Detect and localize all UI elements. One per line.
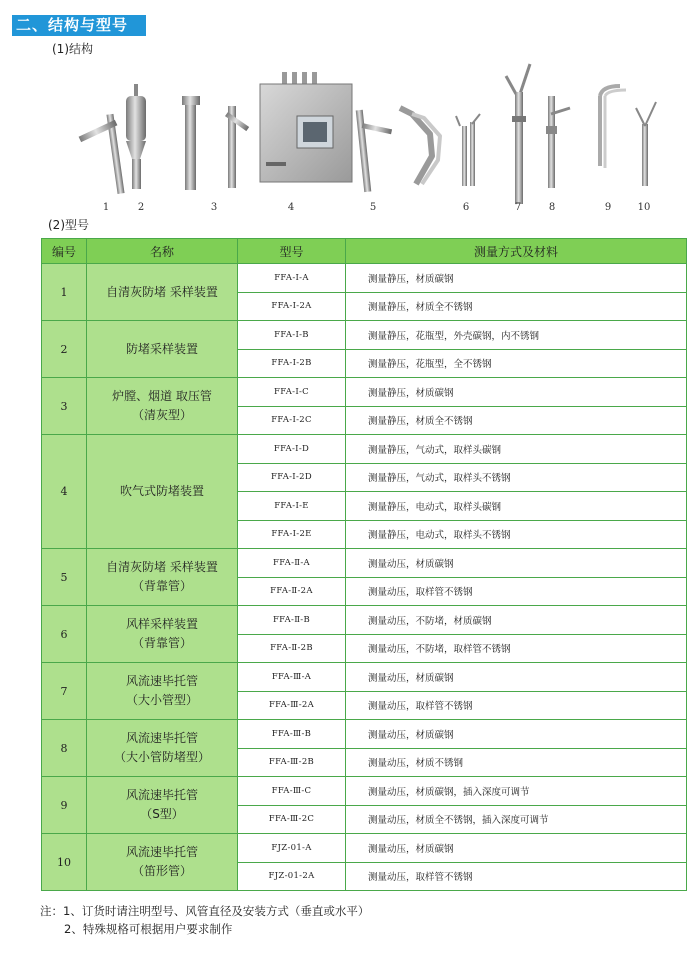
product-7-image [400, 108, 440, 184]
row-number: 9 [42, 777, 87, 834]
note-line-2: 2、特殊规格可根据用户要求制作 [64, 922, 233, 936]
model-code: FFA-Ⅰ-2E [238, 520, 346, 549]
model-code: FFA-Ⅰ-2A [238, 292, 346, 321]
table-row [42, 435, 687, 464]
measurement-method: 测量动压，不防堵，取样管不锈钢 [346, 634, 687, 663]
measurement-method: 测量静压，电动式，取样头不锈钢 [346, 520, 687, 549]
product-9-image [506, 64, 530, 204]
table-row [42, 834, 687, 863]
model-code: FFA-Ⅱ-B [238, 606, 346, 635]
product-name [87, 264, 238, 321]
product-name-line: 炉膛、烟道 取压管 [112, 389, 212, 403]
product-name-line: （笛形管） [131, 864, 192, 878]
product-6-image [356, 110, 392, 192]
table-row [42, 549, 687, 578]
row-number: 3 [42, 378, 87, 435]
figure-number-10: 10 [637, 202, 651, 213]
model-code: FFA-Ⅱ-2A [238, 577, 346, 606]
structure-label: (1)结构 [52, 42, 93, 56]
row-number: 7 [42, 663, 87, 720]
product-name-line: （大小管型） [125, 693, 198, 707]
measurement-method: 测量动压，材质碳钢 [346, 720, 687, 749]
model-code: FFA-Ⅰ-2C [238, 406, 346, 435]
product-name-line: 风流速毕托管 [125, 731, 198, 745]
measurement-method: 测量动压，不防堵，材质碳钢 [346, 606, 687, 635]
model-spec-table [41, 238, 687, 891]
figure-number-3: 3 [210, 202, 218, 213]
table-row [42, 378, 687, 407]
row-number: 8 [42, 720, 87, 777]
section-title: 二、结构与型号 [12, 15, 146, 36]
column-header-model: 型号 [238, 239, 346, 264]
row-number: 10 [42, 834, 87, 891]
measurement-method: 测量静压，花瓶型，全不锈钢 [346, 349, 687, 378]
product-3-image [182, 96, 200, 190]
product-name-line: 防堵采样装置 [125, 341, 198, 356]
row-number: 2 [42, 321, 87, 378]
product-1-image [79, 114, 125, 194]
row-number: 1 [42, 264, 87, 321]
model-code: FFA-Ⅱ-2B [238, 634, 346, 663]
model-code: FFA-Ⅰ-2B [238, 349, 346, 378]
row-number: 5 [42, 549, 87, 606]
figure-number-7: 7 [514, 202, 522, 213]
model-code: FFA-Ⅲ-2B [238, 748, 346, 777]
figure-number-9: 9 [604, 202, 612, 213]
product-name [87, 777, 238, 834]
row-number: 4 [42, 435, 87, 549]
table-row [42, 720, 687, 749]
measurement-method: 测量动压，材质碳钢 [346, 663, 687, 692]
model-code: FJZ-01-2A [238, 862, 346, 891]
measurement-method: 测量静压，材质全不锈钢 [346, 406, 687, 435]
product-name-line: 自清灰防堵 采样装置 [106, 560, 218, 574]
product-name [87, 435, 238, 549]
product-structure-figure [60, 56, 670, 216]
measurement-method: 测量动压，取样管不锈钢 [346, 577, 687, 606]
column-header-number: 编号 [42, 239, 87, 264]
measurement-method: 测量动压，取样管不锈钢 [346, 691, 687, 720]
measurement-method: 测量动压，材质全不锈钢，插入深度可调节 [346, 805, 687, 834]
product-8-image [456, 114, 480, 186]
model-code: FFA-Ⅰ-C [238, 378, 346, 407]
product-4-image [225, 106, 249, 188]
model-code: FJZ-01-A [238, 834, 346, 863]
measurement-method: 测量静压，气动式，取样头碳钢 [346, 435, 687, 464]
figure-number-2: 2 [137, 202, 145, 213]
product-name-line: 风样采样装置 [125, 617, 198, 631]
measurement-method: 测量动压，取样管不锈钢 [346, 862, 687, 891]
column-header-method: 测量方式及材料 [346, 239, 687, 264]
measurement-method: 测量动压，材质不锈钢 [346, 748, 687, 777]
product-10-image [546, 96, 570, 188]
product-5-image [260, 72, 352, 182]
product-name [87, 378, 238, 435]
model-code: FFA-Ⅰ-B [238, 321, 346, 350]
model-code: FFA-Ⅲ-A [238, 663, 346, 692]
figure-number-4: 4 [287, 202, 295, 213]
row-number: 6 [42, 606, 87, 663]
product-name [87, 549, 238, 606]
model-code: FFA-Ⅰ-E [238, 492, 346, 521]
product-name [87, 834, 238, 891]
measurement-method: 测量静压，材质碳钢 [346, 378, 687, 407]
product-name-line: （大小管防堵型） [113, 750, 210, 764]
measurement-method: 测量动压，材质碳钢，插入深度可调节 [346, 777, 687, 806]
models-label: (2)型号 [48, 218, 89, 232]
figure-number-6: 6 [462, 202, 470, 213]
measurement-method: 测量动压，材质碳钢 [346, 834, 687, 863]
column-header-name: 名称 [87, 239, 238, 264]
measurement-method: 测量静压，电动式，取样头碳钢 [346, 492, 687, 521]
measurement-method: 测量动压，材质碳钢 [346, 549, 687, 578]
product-name [87, 606, 238, 663]
model-code: FFA-Ⅱ-A [238, 549, 346, 578]
product-name-line: 风流速毕托管 [125, 788, 198, 802]
product-name-line: 吹气式防堵装置 [119, 484, 204, 498]
product-2-image [126, 84, 146, 189]
product-name-line: （S型） [140, 807, 184, 821]
measurement-method: 测量静压，花瓶型，外壳碳钢，内不锈钢 [346, 321, 687, 350]
product-name [87, 321, 238, 378]
product-12-image [636, 102, 656, 186]
product-11-image [600, 86, 626, 168]
model-code: FFA-Ⅲ-2C [238, 805, 346, 834]
figure-number-5: 5 [369, 202, 377, 213]
product-name-line: 风流速毕托管 [125, 674, 198, 688]
product-name-line: （背靠管） [131, 579, 192, 593]
table-row [42, 264, 687, 293]
model-code: FFA-Ⅰ-A [238, 264, 346, 293]
product-name-line: 风流速毕托管 [125, 845, 198, 859]
table-row [42, 663, 687, 692]
measurement-method: 测量静压，材质碳钢 [346, 264, 687, 293]
model-code: FFA-Ⅰ-D [238, 435, 346, 464]
product-name-line: （背靠管） [131, 636, 192, 650]
table-row [42, 321, 687, 350]
model-code: FFA-Ⅰ-2D [238, 463, 346, 492]
model-code: FFA-Ⅲ-2A [238, 691, 346, 720]
product-name [87, 720, 238, 777]
table-header-row [42, 239, 687, 264]
note-line-1: 注：1、订货时请注明型号、风管直径及安装方式（垂直或水平） [40, 904, 370, 918]
product-name-line: 自清灰防堵 采样装置 [106, 284, 218, 299]
table-row [42, 777, 687, 806]
measurement-method: 测量静压，气动式，取样头不锈钢 [346, 463, 687, 492]
model-code: FFA-Ⅲ-C [238, 777, 346, 806]
product-name-line: （清灰型） [131, 408, 192, 422]
figure-number-8: 8 [548, 202, 556, 213]
model-code: FFA-Ⅲ-B [238, 720, 346, 749]
measurement-method: 测量静压，材质全不锈钢 [346, 292, 687, 321]
figure-number-1: 1 [102, 202, 110, 213]
table-row [42, 606, 687, 635]
product-name [87, 663, 238, 720]
